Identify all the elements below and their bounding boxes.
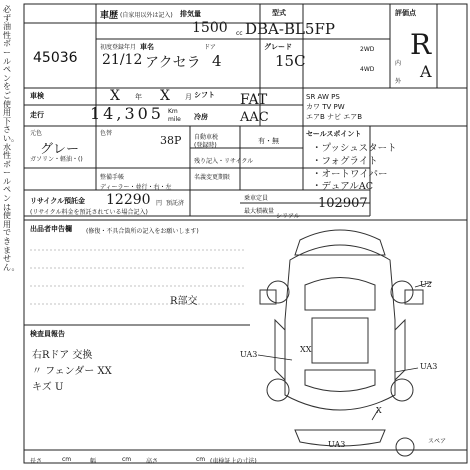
history-label: 車歴 xyxy=(100,11,119,21)
footer-cm3: cm xyxy=(196,456,206,463)
mileage-value: 14,305 xyxy=(90,104,164,123)
diagram-mark-u2: U2 xyxy=(420,280,432,289)
equip-airbag: エアB xyxy=(306,113,325,121)
footer-note: (車検証上の寸法) xyxy=(210,458,257,465)
tax-note: 残り記入・リサイクル xyxy=(194,158,254,165)
footer-length-label: 長さ xyxy=(30,458,43,465)
serial-value: 102907 xyxy=(318,196,368,211)
year-label: 年 xyxy=(135,93,142,101)
inspector-note-1: 右Rドア 交換 xyxy=(32,350,93,361)
serial-label: シリアル xyxy=(276,213,300,220)
footer-width-label: 幅 xyxy=(90,458,97,465)
color-code-label: 色替 xyxy=(100,130,113,137)
footer-cm1: cm xyxy=(62,456,72,463)
spare-label: スペア xyxy=(428,438,447,445)
shift-value: FAT xyxy=(240,92,268,108)
fuel-label: ガソリン・軽油・() xyxy=(30,156,83,163)
footer-height-label: 高さ xyxy=(146,458,159,465)
recycle-amount: 12290 xyxy=(106,192,151,208)
yen-label: 円 xyxy=(156,200,163,207)
grade-score-label: 評価点 xyxy=(395,9,416,17)
displacement-value: 1500 xyxy=(192,20,228,36)
history-sub-label: (自家用以外は記入) xyxy=(120,12,173,19)
report-title: 出品者申告欄 xyxy=(30,225,72,233)
month-label: 月 xyxy=(185,93,192,101)
inspect-title: 検査員報告 xyxy=(30,330,65,338)
car-name-label: 車名 xyxy=(140,43,154,51)
diagram-mark-x: X xyxy=(376,406,382,415)
inspector-note-2: 〃 フェンダー XX xyxy=(32,366,112,377)
equipment-grid xyxy=(306,92,362,122)
doors-label: ドア xyxy=(204,44,216,51)
interior-label: 内 xyxy=(395,60,402,67)
tax-value: 有・無 xyxy=(258,137,279,145)
fourwd-label: 4WD xyxy=(360,66,375,73)
selling-point-1: ・プッシュスタート xyxy=(312,143,397,154)
equip-ps: PS xyxy=(331,93,340,101)
lot-number: 45036 xyxy=(33,50,78,66)
insp-month-value: X xyxy=(160,88,170,104)
reg-year-value: 21/12 xyxy=(102,52,143,68)
recycle-state: 預託済 xyxy=(166,200,185,207)
seats-label: 乗車定員 xyxy=(244,195,269,202)
diagram-mark-xx: XX xyxy=(300,345,312,354)
selling-points-label: セールスポイント xyxy=(306,130,362,138)
mileage-label: 走行 xyxy=(30,111,44,119)
grade-value: 15C xyxy=(275,52,306,70)
km-label: Km xyxy=(168,108,178,115)
car-name-value: アクセラ xyxy=(145,55,201,71)
diagram-mark-ua3-bottom: UA3 xyxy=(328,440,346,449)
exterior-label: 外 xyxy=(395,78,402,85)
tax-label: 自動車税 xyxy=(194,134,219,141)
score-value: R xyxy=(410,28,432,61)
model-value: DBA-BL5FP xyxy=(245,20,335,38)
diagram-mark-ua3-left: UA3 xyxy=(240,350,258,359)
aircon-label: 冷房 xyxy=(194,113,208,121)
equip-aw: AW xyxy=(317,93,329,101)
grade-label: グレード xyxy=(264,43,292,51)
equip-tv: TV xyxy=(322,103,332,111)
equip-pw: PW xyxy=(333,103,345,111)
equip-sr: SR xyxy=(306,93,316,101)
recycle-label: リサイクル預託金 xyxy=(30,197,86,205)
interior-score: A xyxy=(420,62,432,81)
equip-navi: ナビ xyxy=(327,113,342,121)
doors-value: 4 xyxy=(212,52,222,70)
dealer-label: ディーラー・並行・右・左 xyxy=(100,184,172,191)
capacity-label: 最大積載量 xyxy=(244,208,275,215)
repair-label: 整備手帳 xyxy=(100,174,125,181)
selling-point-2: ・フォグライト xyxy=(312,156,378,167)
tax-sub-label: (登録時) xyxy=(194,142,217,149)
owner-label: 名義変更期限 xyxy=(194,174,231,181)
insp-year-value: X xyxy=(110,88,120,104)
inspector-note-3: キズ U xyxy=(32,382,64,393)
reg-year-label: 初度登録年月 xyxy=(100,44,137,51)
color-code-value: 38P xyxy=(160,134,182,147)
report-sub: (修復・不具合箇所の記入をお願いします) xyxy=(86,228,199,235)
equip-leather: カワ xyxy=(306,103,320,111)
cc-label: cc xyxy=(236,30,243,37)
side-note: 必ず油性ボールペンをご使用下さい。水性ボールペンは使用できません。 xyxy=(3,5,20,272)
color-value: グレー xyxy=(40,142,80,157)
recycle-sub: (リサイクル料金を預託されている場合記入) xyxy=(30,209,148,216)
equip-airbag2: エアB xyxy=(343,113,363,121)
model-label: 型式 xyxy=(272,9,286,17)
twowd-label: 2WD xyxy=(360,46,375,53)
displacement-label: 排気量 xyxy=(180,10,201,18)
shift-label: シフト xyxy=(194,91,215,99)
mile-label: mile xyxy=(168,116,181,123)
footer-cm2: cm xyxy=(122,456,132,463)
selling-point-3: ・オートワイパー xyxy=(312,169,388,180)
color-orig-label: 元色 xyxy=(30,130,43,137)
inspection-label: 車検 xyxy=(30,92,44,100)
seller-memo: R部交 xyxy=(170,296,198,307)
diagram-mark-ua3-right: UA3 xyxy=(420,362,438,371)
selling-point-4: ・デュアルAC xyxy=(312,181,373,192)
aircon-value: AAC xyxy=(240,110,269,125)
